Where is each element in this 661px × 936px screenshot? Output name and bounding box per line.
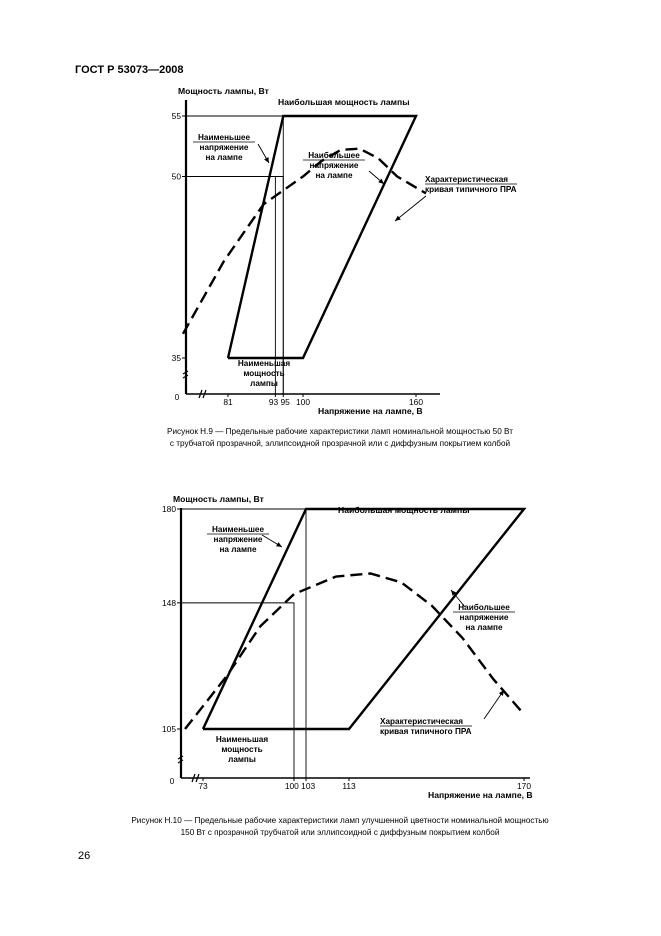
y-axis-label: Мощность лампы, Вт: [178, 86, 269, 96]
min-power-label-line: мощность: [243, 369, 285, 378]
max-voltage-label-line: напряжение: [309, 161, 359, 170]
figure-h10-chart: [0, 480, 661, 810]
figure-h10-caption-line-1: Рисунок Н.10 — Предельные рабочие характеристики ламп улучшенной цветности номинальной мощностью: [131, 816, 549, 825]
x-tick-label: 73: [198, 781, 208, 791]
page-number: 26: [78, 850, 91, 862]
min-power-label-line: лампы: [228, 755, 256, 764]
chart-title: Наибольшая мощность лампы: [278, 97, 410, 107]
x-tick-label: 100: [296, 397, 310, 407]
min-power-label-line: мощность: [221, 745, 263, 754]
figure-h9-caption-line-1: Рисунок Н.9 — Предельные рабочие характеристики ламп номинальной мощностью 50 Вт: [167, 427, 513, 436]
min-power-label-line: Наименьшая: [237, 359, 291, 368]
min-voltage-label-line: Наименьшее: [197, 133, 251, 142]
leader-line: [395, 196, 426, 221]
y-tick-label: 180: [162, 504, 176, 514]
x-tick-label-combined: 100 103: [284, 781, 316, 791]
figure-h9-caption-line-2: с трубчатой прозрачной, эллипсоидной прозрачной или с диффузным покрытием колбой: [169, 439, 511, 448]
ballast-curve-label-line: кривая типичного ПРА: [425, 185, 517, 194]
x-tick-label: 81: [223, 397, 233, 407]
figure-h9-caption: [60, 426, 620, 450]
ballast-curve-label-line: Характеристическая: [380, 717, 464, 726]
ballast-curve-label-line: Характеристическая: [425, 175, 509, 184]
y-axis-label: Мощность лампы, Вт: [173, 494, 264, 504]
max-voltage-label-line: напряжение: [459, 613, 509, 622]
y-tick-label: 35: [171, 353, 181, 363]
origin-label: 0: [169, 777, 175, 786]
y-tick-label: 105: [162, 724, 176, 734]
max-voltage-label-line: Наибольшее: [308, 151, 360, 160]
y-tick-label: 55: [171, 111, 181, 121]
figure-h10-caption: [60, 815, 620, 839]
x-axis-label: Напряжение на лампе, В: [318, 406, 423, 416]
y-tick-label: 50: [171, 171, 181, 182]
leader-arrowhead: [499, 690, 504, 696]
x-tick-label: 170: [517, 781, 531, 791]
figure-h9-chart: [0, 80, 661, 416]
min-voltage-label-line: на лампе: [219, 545, 257, 554]
min-voltage-label-line: напряжение: [199, 143, 249, 152]
x-tick-label: 113: [342, 781, 356, 791]
max-voltage-label-line: на лампе: [465, 623, 503, 632]
x-tick-label: 160: [409, 397, 423, 407]
min-power-label-line: лампы: [250, 379, 278, 388]
min-power-label-line: Наименьшая: [215, 735, 269, 744]
chart-title: Наибольшая мощность лампы: [338, 505, 470, 515]
x-tick-label-combined: 93 95: [268, 397, 290, 407]
x-axis-label: Напряжение на лампе, В: [428, 790, 533, 800]
max-voltage-label-line: на лампе: [315, 171, 353, 180]
figure-h10-caption-line-2: 150 Вт с прозрачной трубчатой или эллипсоидной с диффузным покрытием колбой: [180, 828, 500, 837]
ballast-curve-series: [185, 574, 524, 730]
y-tick-label: 148: [162, 597, 176, 608]
ballast-curve-label-line: кривая типичного ПРА: [380, 727, 472, 736]
min-voltage-label-line: на лампе: [205, 153, 243, 162]
document-header: ГОСТ Р 53073—2008: [75, 64, 184, 76]
min-voltage-label-line: Наименьшее: [211, 525, 265, 534]
origin-label: 0: [174, 393, 180, 402]
leader-arrowhead: [276, 542, 282, 547]
max-voltage-label-line: Наибольшее: [458, 603, 510, 612]
min-voltage-label-line: напряжение: [213, 535, 263, 544]
